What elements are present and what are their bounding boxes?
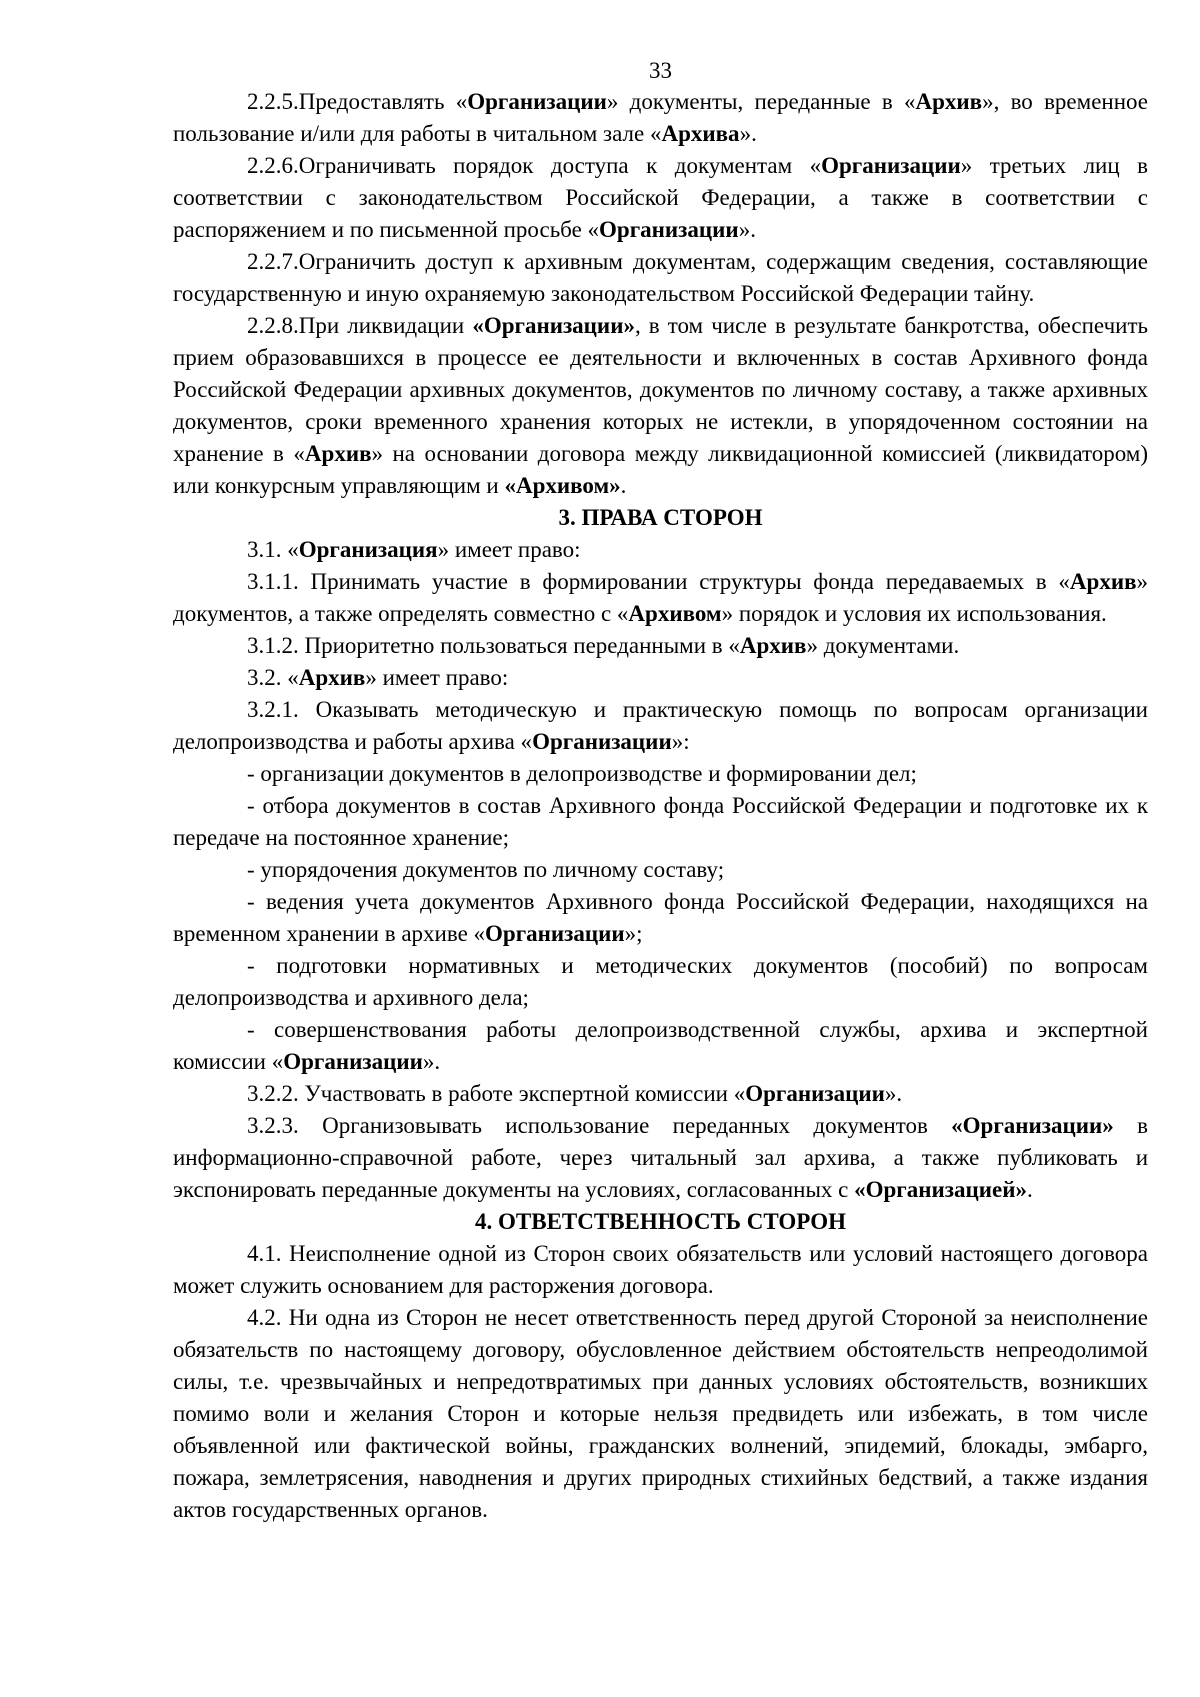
text-run: ». <box>739 121 757 146</box>
paragraph <box>173 1238 1148 1302</box>
bold-text: Архивом <box>628 601 722 626</box>
document-body <box>173 86 1148 1526</box>
document-page <box>173 56 1148 1526</box>
bold-text: Организации <box>599 217 739 242</box>
paragraph <box>173 790 1148 854</box>
text-run: - организации документов в делопроизводстве и формировании дел; <box>247 761 917 786</box>
text-run: »; <box>624 921 643 946</box>
text-run: 2.2.5.Предоставлять « <box>247 89 468 114</box>
text-run: 2.2.6.Ограничивать порядок доступа к документам « <box>247 153 822 178</box>
text-run: 4.1. Неисполнение одной из Сторон своих обязательств или условий настоящего договора может служить основанием для расторжения договора. <box>173 1241 1148 1298</box>
text-run: » имеет право: <box>365 665 509 690</box>
text-run: - ведения учета документов Архивного фонда Российской Федерации, находящихся на временном хранении в архиве « <box>173 889 1148 946</box>
text-run: 3.1. « <box>247 537 299 562</box>
text-run: »: <box>671 729 690 754</box>
text-run: 4.2. Ни одна из Сторон не несет ответственность перед другой Стороной за неисполнение обязательств по настоящему договору, обусловленное действием обстоятельств непреодолимой силы, т.е. чрезвычайных и непредотвратимых при данных условиях обстоятельств, возникших помимо воли и желания Сторон и которые нельзя предвидеть или избежать, в том числе объявленной или фактической войны, гражданских волнений, эпидемий, блокады, эмбарго, пожара, землетрясения, наводнения и других природных стихийных бедствий, а также издания актов государственных органов. <box>173 1305 1148 1522</box>
paragraph <box>173 310 1148 502</box>
paragraph <box>173 1302 1148 1526</box>
text-run: 3.2.1. Оказывать методическую и практическую помощь по вопросам организации делопроизводства и работы архива « <box>173 697 1148 754</box>
bold-text: Архива <box>661 121 740 146</box>
text-run: - упорядочения документов по личному составу; <box>247 857 725 882</box>
text-run: 3.1.2. Приоритетно пользоваться переданными в « <box>247 633 740 658</box>
paragraph <box>173 886 1148 950</box>
text-run: » имеет право: <box>437 537 581 562</box>
text-run: ». <box>422 1049 441 1074</box>
bold-text: Организации <box>467 89 607 114</box>
text-run: ». <box>738 217 756 242</box>
text-run: ». <box>884 1081 903 1106</box>
paragraph <box>173 630 1148 662</box>
paragraph <box>173 1078 1148 1110</box>
bold-text: Архив <box>304 441 372 466</box>
text-run: » документами. <box>806 633 960 658</box>
paragraph <box>173 150 1148 246</box>
paragraph <box>173 758 1148 790</box>
text-run: » третьих лиц в соответствии с законодательством Российской Федерации, а также в соответствии с распоряжением и по письменной просьбе « <box>173 153 1148 242</box>
text-run: 3.2. « <box>247 665 299 690</box>
paragraph <box>173 854 1148 886</box>
paragraph <box>173 662 1148 694</box>
bold-text: Архив <box>1069 569 1137 594</box>
bold-text: Архив <box>298 665 366 690</box>
paragraph <box>173 950 1148 1014</box>
bold-text: Архив <box>739 633 807 658</box>
page-number: 33 <box>649 58 672 83</box>
bold-text: Организации <box>283 1049 423 1074</box>
text-run: , в том числе в результате банкротства, обеспечить прием образовавшихся в процессе ее деятельности и включенных в состав Архивного фонда Российской Федерации архивных документов, документов по личному составу, а также архивных документов, сроки временного хранения которых не истекли, в упорядоченном состоянии на хранение в « <box>173 313 1148 466</box>
text-run: 3.1.1. Принимать участие в формировании структуры фонда передаваемых в « <box>247 569 1070 594</box>
text-run: - отбора документов в состав Архивного фонда Российской Федерации и подготовке их к передаче на постоянное хранение; <box>173 793 1148 850</box>
bold-text: Архив <box>915 89 983 114</box>
text-run: . <box>620 473 627 498</box>
paragraph <box>173 534 1148 566</box>
text-run: » на основании договора между ликвидационной комиссией (ликвидатором) или конкурсным управляющим и <box>173 441 1149 498</box>
bold-text: Организации <box>532 729 672 754</box>
text-run: 4. ОТВЕТСТВЕННОСТЬ СТОРОН <box>475 1209 846 1234</box>
text-run: 2.2.7.Ограничить доступ к архивным документам, содержащим сведения, составляющие государственную и иную охраняемую законодательством Российской Федерации тайну. <box>173 249 1148 306</box>
bold-text: Организация <box>298 537 438 562</box>
bold-text: «Организацией» <box>854 1177 1027 1202</box>
text-run: 3.2.3. Организовывать использование переданных документов <box>247 1113 952 1138</box>
section-heading <box>173 1206 1148 1238</box>
bold-text: Организации <box>485 921 625 946</box>
text-run: 3. ПРАВА СТОРОН <box>558 505 763 530</box>
text-run: », во временное пользование и/или для работы в читальном зале « <box>173 89 1149 146</box>
text-run: 3.2.2. Участвовать в работе экспертной комиссии « <box>247 1081 746 1106</box>
paragraph <box>173 1110 1148 1206</box>
paragraph <box>173 86 1148 150</box>
paragraph <box>173 566 1148 630</box>
section-heading <box>173 502 1148 534</box>
text-run: » документы, переданные в « <box>606 89 916 114</box>
bold-text: Организации <box>821 153 961 178</box>
text-run: . <box>1026 1177 1033 1202</box>
paragraph <box>173 1014 1148 1078</box>
text-run: - подготовки нормативных и методических документов (пособий) по вопросам делопроизводства и архивного дела; <box>173 953 1148 1010</box>
bold-text: «Архивом» <box>504 473 621 498</box>
bold-text: «Организации» <box>472 313 635 338</box>
text-run: » документов, а также определять совместно с « <box>173 569 1148 626</box>
text-run: » порядок и условия их использования. <box>721 601 1107 626</box>
text-run: - совершенствования работы делопроизводственной службы, архива и экспертной комиссии « <box>173 1017 1148 1074</box>
bold-text: Организации <box>745 1081 885 1106</box>
paragraph <box>173 246 1148 310</box>
text-run: 2.2.8.При ликвидации <box>247 313 473 338</box>
bold-text: «Организации» <box>951 1113 1114 1138</box>
paragraph <box>173 694 1148 758</box>
text-run: в информационно-справочной работе, через читальный зал архива, а также публиковать и экспонировать переданные документы на условиях, согласованных с <box>173 1113 1148 1202</box>
